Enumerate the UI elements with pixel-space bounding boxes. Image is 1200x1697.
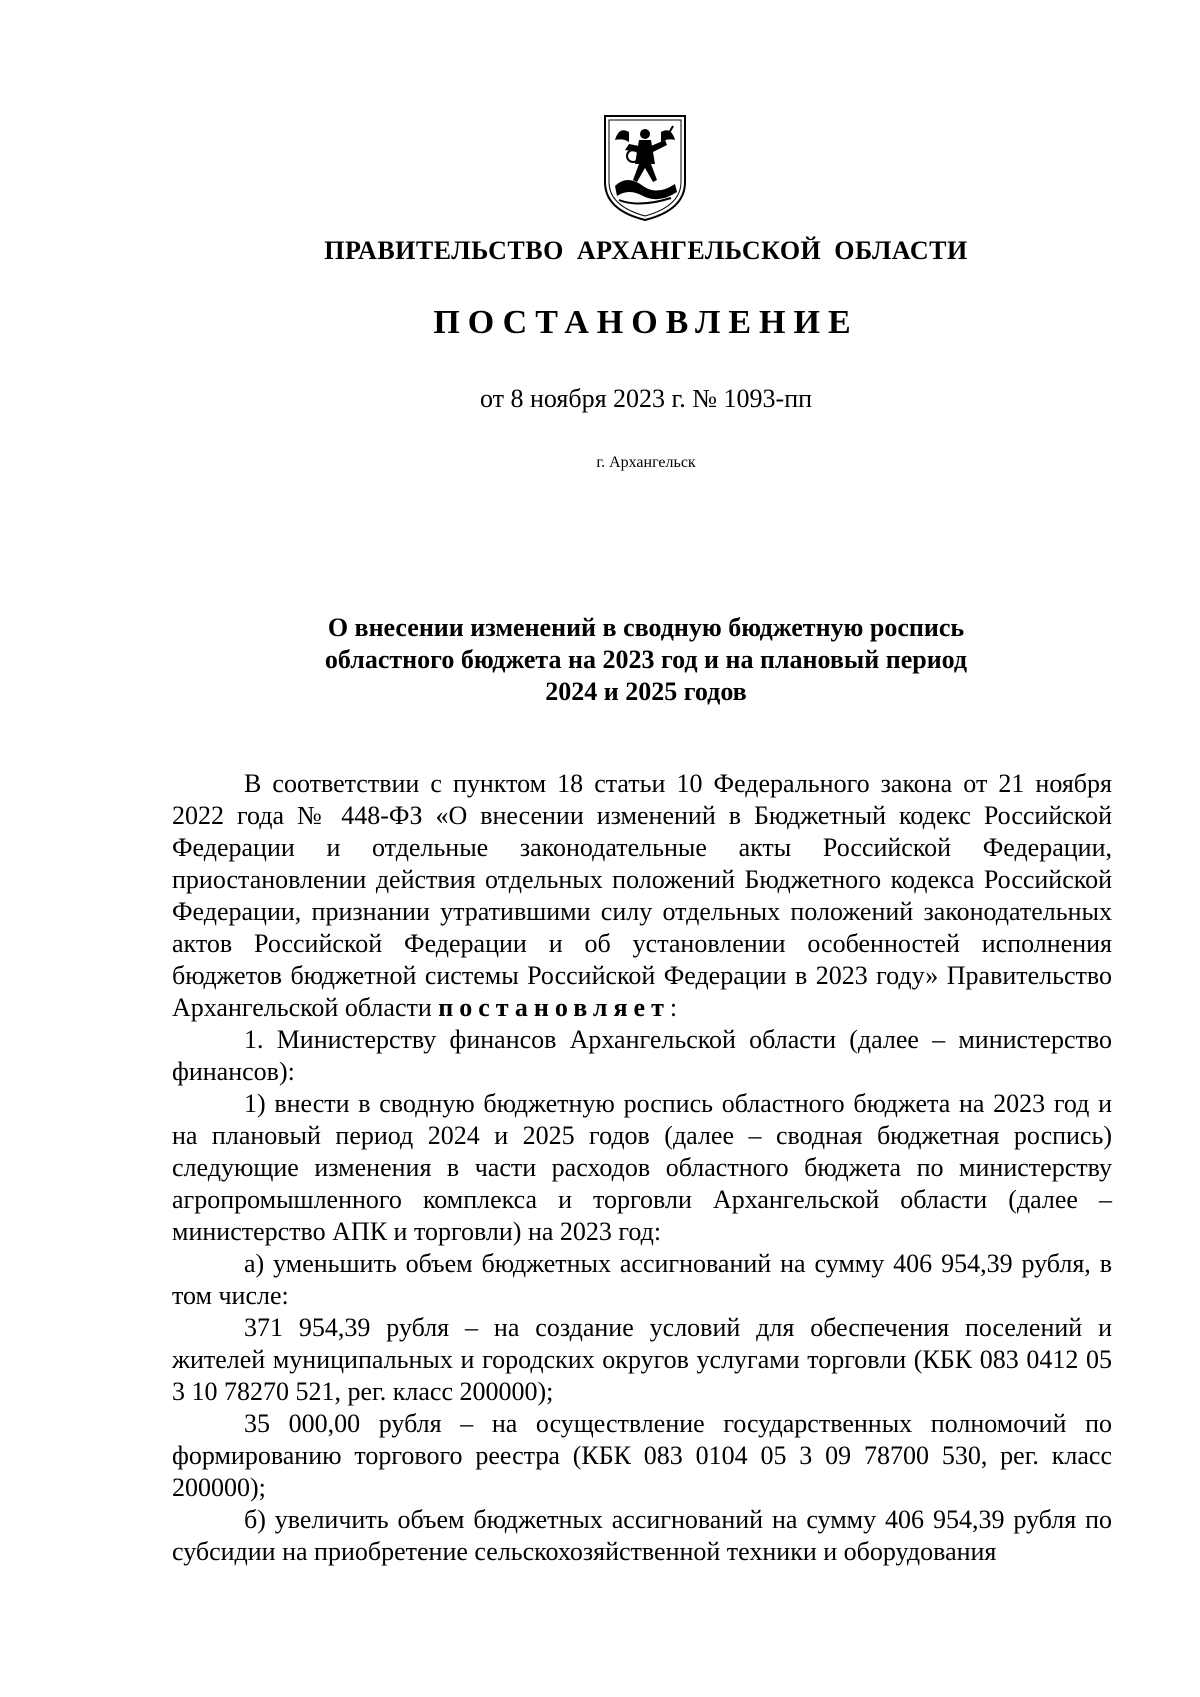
document-type: ПОСТАНОВЛЕНИЕ — [433, 304, 859, 341]
document-body — [172, 768, 1112, 1568]
preamble-colon: : — [669, 993, 678, 1022]
subject-line-3: 2024 и 2025 годов — [545, 677, 747, 706]
subject-line-2: областного бюджета на 2023 год и на плановый период — [324, 645, 968, 674]
coat-of-arms-emblem — [599, 112, 691, 224]
subject-line-1: О внесении изменений в сводную бюджетную роспись — [327, 613, 965, 642]
paragraph-preamble — [172, 768, 1112, 1024]
preamble-text: В соответствии с пунктом 18 статьи 10 Федерального закона от 21 ноября 2022 года № 448-ФЗ «О внесении изменений в Бюджетный кодекс Российской Федерации и отдельные законодательные акты Российской Федерации, приостановлении действия отдельных положений Бюджетного кодекса Российской Федерации, признании утратившими силу отдельных положений законодательных актов Российской Федерации и об установлении особенностей исполнения бюджетов бюджетной системы Российской Федерации в 2023 году» Правительство Архангельской области — [172, 769, 1112, 1022]
resolves-word: постановляет — [438, 993, 670, 1022]
document-date-number: от 8 ноября 2023 г. № 1093-пп — [479, 384, 813, 413]
document-subject — [0, 612, 1200, 708]
paragraph-amount-2: 35 000,00 рубля – на осуществление государственных полномочий по формированию торгового реестра (КБК 083 0104 05 3 09 78700 530, рег. класс 200000); — [172, 1409, 1112, 1502]
document-city: г. Архангельск — [596, 454, 696, 471]
paragraph-subitem-a: а) уменьшить объем бюджетных ассигнований на сумму 406 954,39 рубля, в том числе: — [172, 1249, 1112, 1310]
paragraph-subitem-1: 1) внести в сводную бюджетную роспись областного бюджета на 2023 год и на плановый период 2024 и 2025 годов (далее – сводная бюджетная роспись) следующие изменения в части расходов областного бюджета по министерству агропромышленного комплекса и торговли Архангельской области (далее – министерство АПК и торговли) на 2023 год: — [172, 1089, 1112, 1246]
paragraph-subitem-b: б) увеличить объем бюджетных ассигнований на сумму 406 954,39 рубля по субсидии на приобретение сельскохозяйственной техники и оборудования — [172, 1505, 1112, 1566]
paragraph-amount-1: 371 954,39 рубля – на создание условий для обеспечения поселений и жителей муниципальных и городских округов услугами торговли (КБК 083 0412 05 3 10 78270 521, рег. класс 200000); — [172, 1313, 1112, 1406]
government-title: ПРАВИТЕЛЬСТВО АРХАНГЕЛЬСКОЙ ОБЛАСТИ — [324, 236, 968, 265]
paragraph-item-1: 1. Министерству финансов Архангельской области (далее – министерство финансов): — [172, 1025, 1112, 1086]
coat-of-arms-icon — [599, 112, 691, 224]
